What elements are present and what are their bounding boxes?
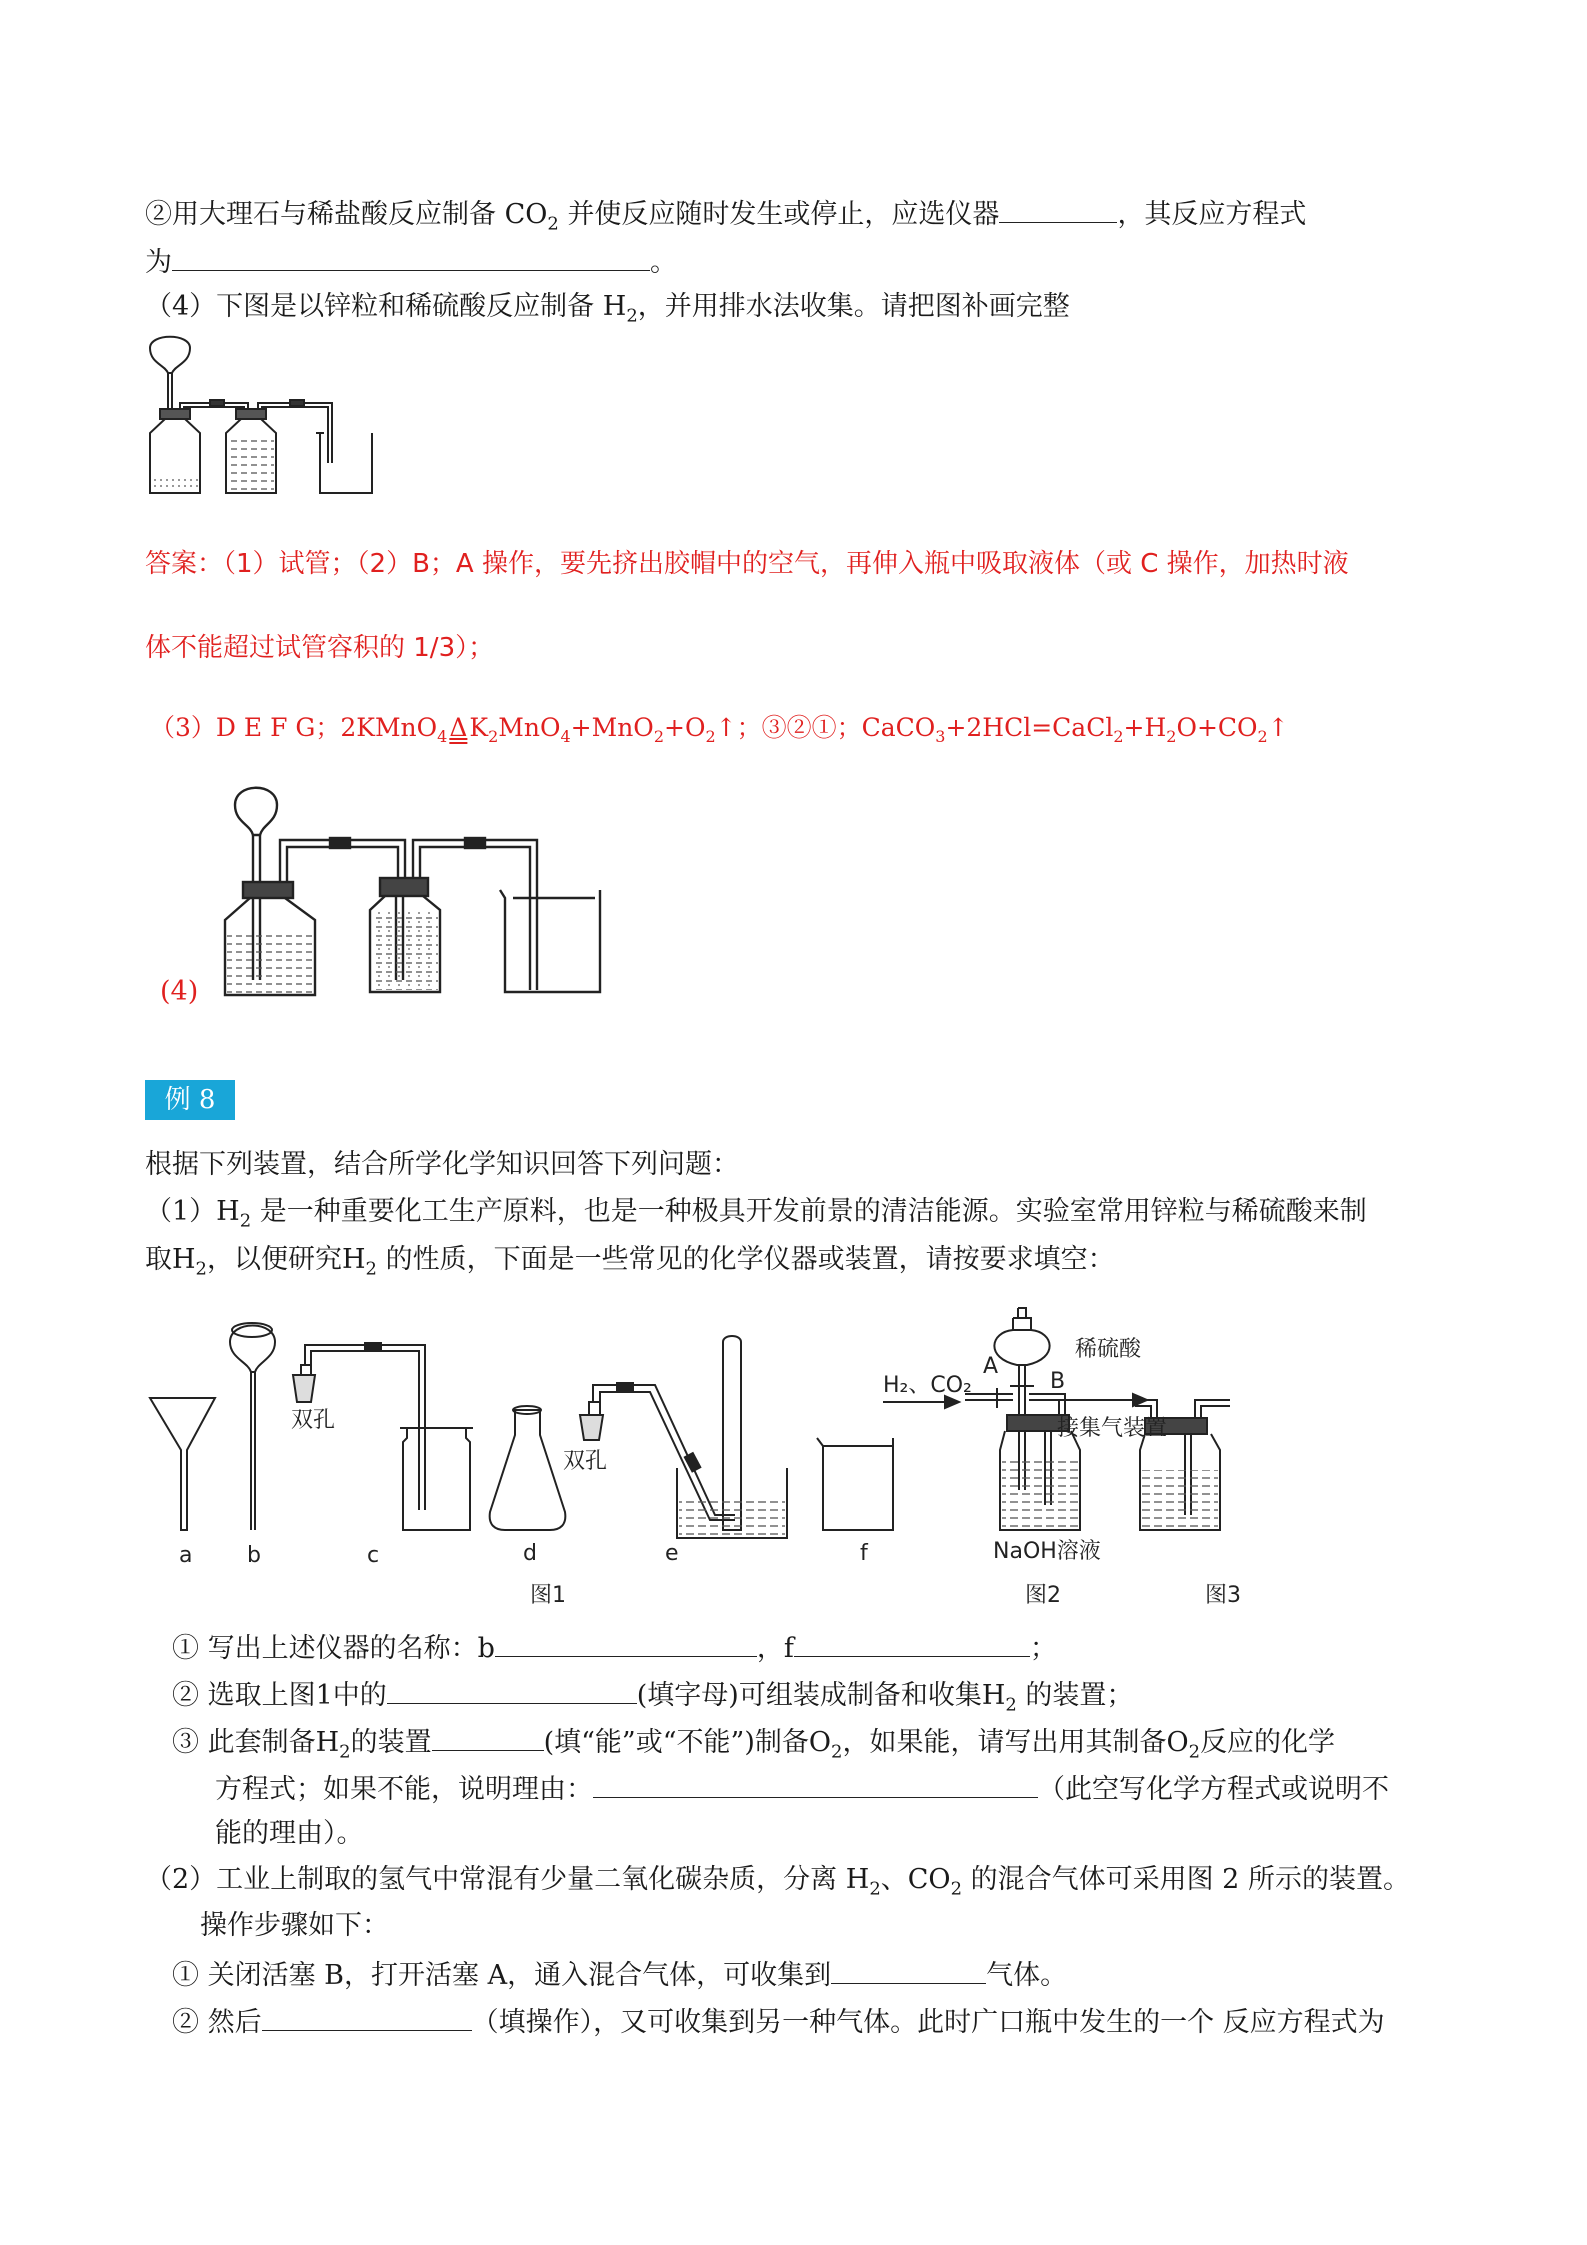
label-c: c [367,1543,380,1568]
answer-line4: (4) [160,976,199,1007]
fig2-label-b: B [1050,1369,1066,1394]
answer-blank[interactable] [432,1720,544,1751]
answer-blank[interactable] [387,1673,637,1704]
question-intro: 根据下列装置，结合所学化学知识回答下列问题： [145,1149,739,1180]
formula-subscript: 4 [437,727,448,746]
formula-text: +MnO [570,713,654,742]
step-2: ② 然后 （填操作），又可收集到另一种气体。此时广口瓶中发生的一个 反应方程式为 [172,2000,1385,2043]
formula-text: +H [1123,713,1167,742]
label-b: b [247,1543,261,1568]
apparatus-figures [145,1290,1275,1620]
answer-blank[interactable] [794,1626,1030,1657]
formula-text: （3）D E F G；2KMnO [150,713,438,742]
q2-line2: 操作步骤如下： [200,1910,389,1941]
formula-subscript: 4 [560,727,571,746]
fig2-gas-label: H₂、CO₂ [883,1373,972,1398]
sub-q3-line2: 方程式；如果不能，说明理由： （此空写化学方程式或说明不 [215,1767,1389,1810]
fig2-acid-label: 稀硫酸 [1075,1337,1142,1362]
label-a: a [179,1543,193,1568]
answer-blank[interactable] [262,2000,472,2031]
formula-text: +2HCl=CaCl [945,713,1114,742]
q3-2-line2: 为 。 [145,240,677,283]
conical-flask-d [490,1410,566,1530]
answer-blank[interactable] [593,1767,1038,1798]
answer-blank[interactable] [999,192,1117,223]
answer-line2: 体不能超过试管容积的 1/3）； [145,633,495,663]
sub-q2: ② 选取上图1中的 (填字母)可组装成制备和收集$H_2$ 的装置； [172,1673,1133,1725]
fig2-label-a: A [983,1354,999,1379]
label-f: f [860,1541,868,1566]
q3-2-line1: ②用大理石与稀盐酸反应制备 $CO_2$ 并使反应随时发生或停止，应选仪器 ，其反应方程式 [145,192,1306,244]
formula-subscript: 2 [1113,727,1124,746]
example-tag: 例 8 [145,1080,235,1120]
funnel-a [150,1398,215,1530]
funnel-b [230,1326,275,1373]
label-d: d [523,1541,537,1566]
formula-subscript: 2 [1166,727,1177,746]
label-e: e [665,1541,679,1566]
stopper-e [580,1415,603,1440]
formula-subscript: 2 [1257,727,1268,746]
q2-line1: （2）工业上制取的氢气中常混有少量二氧化碳杂质，分离 $H_2$、$CO_2$ 的混合气体可采用图 2 所示的装置。 [145,1864,1410,1900]
q1-line2: 取$H_2$，以便研究$H_2$ 的性质，下面是一些常见的化学仪器或装置，请按要求填空： [145,1244,1115,1280]
formula-subscript: 2 [705,727,716,746]
q1-line1: $(1)H_2$ 是一种重要化工生产原料，也是一种极具开发前景的清洁能源。实验室常用锌粒与稀硫酸来制 [145,1196,1367,1232]
q4-line: （4）下图是以锌粒和稀硫酸反应制备 $H_2$，并用排水法收集。请把图补画完整 [145,291,1070,327]
formula-text: K [469,713,489,742]
formula-text: +O [664,713,706,742]
sub-q3-line1: ③ 此套制备$H_2$的装置 (填“能”或“不能”)制备$O_2$，如果能，请写出用其制备$O_2$反应的化学 [172,1720,1335,1772]
sub-q3-line3: 能的理由）。 [215,1818,364,1849]
formula-text: ↑；③②①；CaCO [715,713,936,742]
formula-subscript: 2 [653,727,664,746]
delta-sign: Δ [449,713,468,742]
caption-fig2: 图2 [1025,1583,1061,1608]
separatory-funnel-fig2 [994,1330,1049,1365]
stopper-c [293,1375,315,1402]
answer-blank[interactable] [172,240,650,271]
gas-jar-c [403,1428,470,1530]
shuangkong-label-2: 双孔 [563,1449,608,1474]
fig2-collect-label: 接集气装置 [1057,1416,1168,1441]
answer-apparatus-figure [215,780,615,1005]
formula-subscript: 2 [488,727,499,746]
shuangkong-label-1: 双孔 [291,1408,336,1433]
formula-subscript: 3 [935,727,946,746]
answer-line1: 答案：（1）试管；（2）B；A 操作，要先挤出胶帽中的空气，再伸入瓶中吸取液体（或 C 操作，加热时液 [145,549,1349,579]
beaker-f [817,1438,893,1530]
fig2-naoh-label: NaOH溶液 [993,1539,1101,1564]
answer-blank[interactable] [831,1953,986,1984]
step-1: ① 关闭活塞 B，打开活塞 A，通入混合气体，可收集到 气体。 [172,1953,1067,1996]
sub-q1: ① 写出上述仪器的名称：b ，f ； [172,1626,1057,1669]
answer-line3 [150,708,1289,757]
caption-fig3: 图3 [1205,1583,1241,1608]
q4-apparatus-figure [140,333,400,503]
answer-blank[interactable] [495,1626,757,1657]
formula-text: MnO [498,713,561,742]
formula-text: O+CO [1176,713,1258,742]
formula-text: ↑ [1267,713,1289,742]
caption-fig1: 图1 [530,1583,566,1608]
